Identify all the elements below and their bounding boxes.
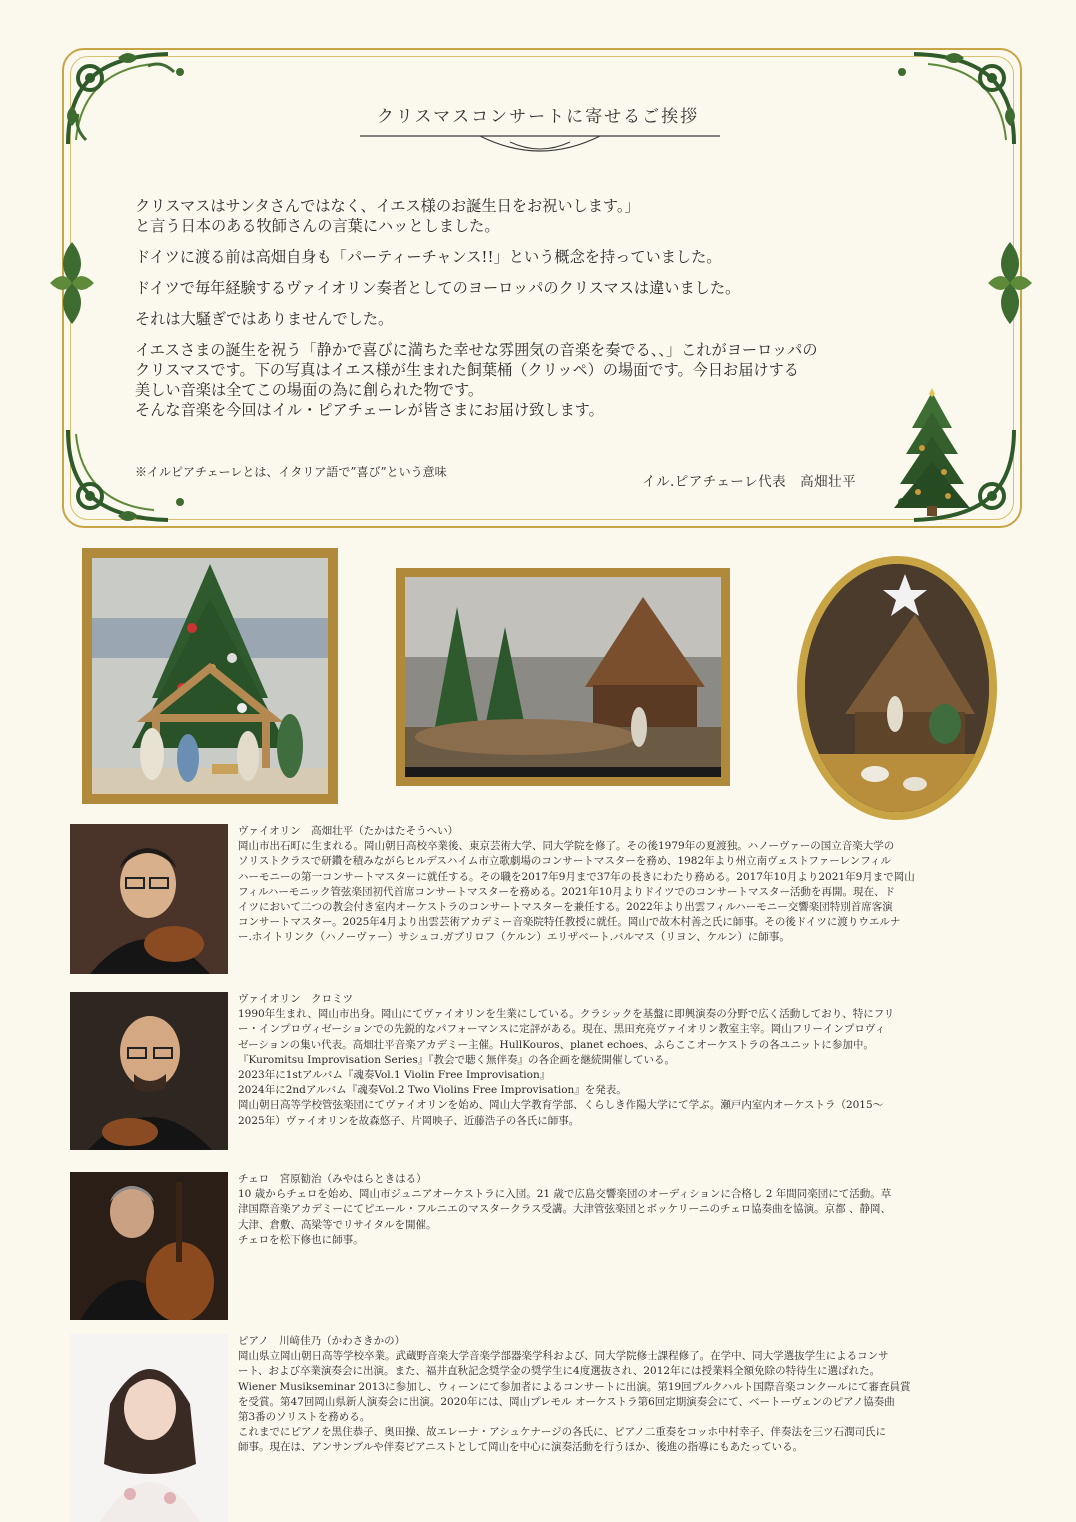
name-note: ※イルピアチェーレとは、イタリア語で”喜び”という意味 [135,465,447,479]
greeting-paragraph [135,340,935,420]
bio-line: ゼーションの集い代表。高畑壮平音楽アカデミー主催。HullKouros、planet echoes、ふらここオーケストラの各ユニットに参加中。 [238,1038,874,1051]
nativity-scene-with-christmas-tree [92,558,328,794]
photo-oval-nativity [797,556,997,820]
photo-violinist-kuromitsu [70,992,228,1150]
photo-nativity-tree [82,548,338,804]
bio-line: 師事。現在は、アンサンブルや伴奏ピアニストとして岡山を中心に演奏活動を行うほか、後進の指導にもあたっている。 [238,1441,804,1454]
greeting-paragraph [135,309,935,329]
bio-heading: ピアノ 川﨑佳乃（かわさきかの） [238,1335,406,1347]
violinist-portrait-icon [70,992,228,1150]
bio-text [238,992,1026,1129]
greeting-line: クリスマスです。下の写真はイエス様が生まれた飼葉桶（クリッペ）の場面です。今日お届けする [135,361,799,379]
bio-line: ソリストクラスで研鑽を積みながらヒルデスハイム市立歌劇場のコンサートマスターを務め、1982年より州立南ヴェストファーレンフィル [238,855,891,868]
greeting-line: イエスさまの誕生を祝う「静かで喜びに満ちた幸せな雰囲気の音楽を奏でる、、」これがヨーロッパの [135,341,818,359]
nativity-with-star [805,564,989,812]
bio-text [238,1334,1026,1456]
photo-cellist-miyahara [70,1172,228,1320]
bio-heading: チェロ 宮原勧治（みやはらときはる） [238,1173,427,1185]
bio-line: ー.ホイトリンク（ハノーヴァー）サシュコ.ガブリロフ（ケルン）エリザベート.バルマス（リヨン、ケルン）に師事。 [238,931,790,944]
greeting-body [135,196,935,431]
greeting-line: ドイツで毎年経験するヴァイオリン奏者としてのヨーロッパのクリスマスは違いました。 [135,279,741,297]
bio-line: ート、および卒業演奏会に出演。また、福井直秋記念奨学金の奨学生に4度選抜され、2012年には授業料全額免除の特待生に選ばれた。 [238,1365,881,1378]
bio-line: ハーモニーの第一コンサートマスターに就任する。その職を2017年9月まで37年の長きにわたり務める。2017年10月より2021年9月まで岡山 [238,870,915,883]
greeting-line: 美しい音楽は全てこの場面の為に創られた物です。 [135,381,484,399]
greeting-line: クリスマスはサンタさんではなく、イエス様のお誕生日をお祝いします。」 [135,197,640,215]
greeting-line: それは大騒ぎではありませんでした。 [135,310,394,328]
cellist-portrait-icon [70,1172,228,1320]
christmas-tree-icon [892,388,972,518]
title-flourish-icon [360,128,720,158]
ornament-corner-icon [874,44,1024,154]
bio-line: 津国際音楽アカデミーにてピエール・フルニエのマスタークラス受講。大津管弦楽団とボッケリーニのチェロ協奏曲を協演。京都 、静岡、 [238,1203,891,1216]
photo-church-nativity [396,568,730,786]
bio-line: 第3番のソリストを務める。 [238,1411,371,1424]
bio-line: Wiener Musikseminar 2013に参加し、ウィーンにて参加者によるコンサートに出演。第19回ブルクハルト国際音楽コンクールにて審査員賞 [238,1380,911,1393]
bio-line: イツにおいて二つの教会付き室内オーケストラのコンサートマスターを兼任する。2022年より出雲フィルハーモニー交響楽団特別首席客演 [238,901,893,914]
signer: イル.ピアチェーレ代表 高畑壮平 [642,474,857,490]
pianist-portrait-icon [70,1334,228,1522]
bio-line: 2025年）ヴァイオリンを故森悠子、片岡映子、近藤浩子の各氏に師事。 [238,1114,580,1127]
greeting-line: と言う日本のある牧師さんの言葉にハッとしました。 [135,217,500,235]
bio-text [238,1172,1026,1248]
bio-text [238,824,1026,946]
bio-line: を受賞。第47回岡山県新人演奏会に出演。2020年には、岡山プレモル オーケストラ第6回定期演奏会にて、ベートーヴェンのピアノ協奏曲 [238,1395,895,1408]
bio-line: 大津、倉敷、高梁等でリサイタルを開催。 [238,1218,437,1231]
ornament-corner-icon [58,44,208,154]
violinist-portrait-icon [70,824,228,974]
greeting-paragraph [135,196,935,236]
greeting-line: そんな音楽を今回はイル・ピアチェーレが皆さまにお届け致します。 [135,401,604,419]
bio-line: これまでにピアノを黒住恭子、奥田操、故エレーナ・アシュケナージの各氏に、ピアノ二重奏をコッホ中村幸子、伴奏法を三ツ石潤司氏に [238,1426,887,1439]
bio-heading: ヴァイオリン クロミツ [238,993,354,1005]
bio-line: フィルハーモニック管弦楽団初代首席コンサートマスターを務める。2021年10月よりドイツでのコンサートマスター活動を再開。現在、ド [238,885,896,898]
bio-line: チェロを松下修也に師事。 [238,1233,364,1246]
bio-line: コンサートマスター。2025年4月より出雲芸術アカデミー音楽院特任教授に就任。岡山で故木村善之氏に師事。その後ドイツに渡りウエルナ [238,916,901,929]
bio-line: 岡山朝日高等学校管弦楽団にてヴァイオリンを始め、岡山大学教育学部、くらしき作陽大学にて学ぶ。瀬戸内室内オーケストラ（2015～ [238,1099,884,1112]
page-title: クリスマスコンサートに寄せるご挨拶 [376,107,700,127]
bio-heading: ヴァイオリン 高畑壮平（たかはたそうへい） [238,825,459,837]
bio-line: 岡山市出石町に生まれる。岡山朝日高校卒業後、東京芸術大学、同大学院を修了。その後1979年の夏渡独。ハノーヴァーの国立音楽大学の [238,840,895,853]
bio-line: 1990年生まれ、岡山市出身。岡山にてヴァイオリンを生業にしている。クラシックを基盤に即興演奏の分野で広く活動しており、特にフリ [238,1008,895,1021]
bio-line: 岡山県立岡山朝日高等学校卒業。武蔵野音楽大学音楽学部器楽学科および、同大学院修士課程修了。在学中、同大学選抜学生によるコンサ [238,1350,889,1363]
greeting-paragraph [135,247,935,267]
bio-line: 2023年に1stアルバム『魂奏Vol.1 Violin Free Improvisation』 [238,1069,551,1082]
greeting-paragraph [135,278,935,298]
wooden-nativity-in-church [405,577,721,777]
bio-line: 2024年に2ndアルバム『魂奏Vol.2 Two Violins Free Improvisation』を発表。 [238,1084,627,1097]
photo-pianist-kawasaki [70,1334,228,1522]
ornament-fleur-icon [984,238,1036,328]
greeting-line: ドイツに渡る前は高畑自身も「パーティーチャンス!!」という概念を持っていました。 [135,248,722,266]
bio-line: 『Kuromitsu Improvisation Series』『教会で聴く無伴奏』の各企画を継続開催している。 [238,1053,675,1066]
ornament-fleur-icon [46,238,98,328]
photo-violinist-takahata [70,824,228,974]
bio-line: ー・インプロヴィゼーションでの先鋭的なパフォーマンスに定評がある。現在、黒田充亮ヴァイオリン教室主宰。岡山フリーインプロヴィ [238,1023,886,1036]
bio-line: 10 歳からチェロを始め、岡山市ジュニアオーケストラに入団。21 歳で広島交響楽団のオーディションに合格し 2 年間同楽団にて活動。草 [238,1188,892,1201]
